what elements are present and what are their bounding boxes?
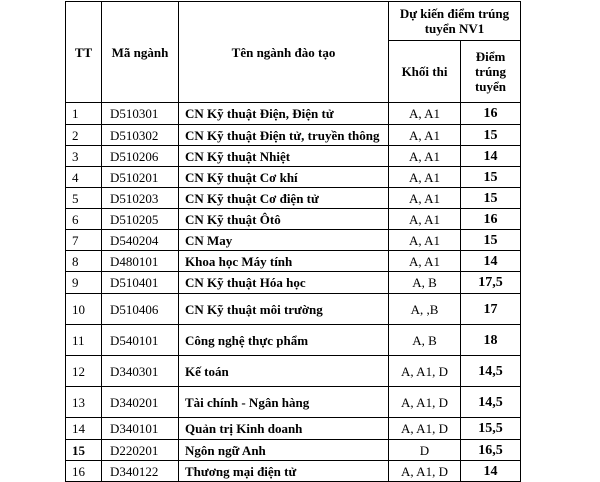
table-row <box>66 356 521 387</box>
row-tt: 11 <box>66 325 102 356</box>
row-diem: 14 <box>461 251 521 272</box>
row-tt: 15 <box>66 440 102 461</box>
table-row <box>66 325 521 356</box>
row-ma-nganh: D540204 <box>102 230 179 251</box>
row-ten-nganh: Thương mại điện tử <box>179 461 389 482</box>
row-ma-nganh: D340101 <box>102 418 179 440</box>
row-tt: 2 <box>66 125 102 146</box>
table-row <box>66 146 521 167</box>
table-row <box>66 461 521 482</box>
row-ma-nganh: D340201 <box>102 387 179 418</box>
row-diem: 18 <box>461 325 521 356</box>
row-tt: 4 <box>66 167 102 188</box>
row-ma-nganh: D220201 <box>102 440 179 461</box>
table-row <box>66 209 521 230</box>
row-khoi-thi: A, A1 <box>389 251 461 272</box>
row-diem: 14 <box>461 461 521 482</box>
row-khoi-thi: A, A1, D <box>389 418 461 440</box>
row-diem: 17 <box>461 294 521 325</box>
table-row <box>66 188 521 209</box>
row-ten-nganh: Kế toán <box>179 356 389 387</box>
table-row <box>66 440 521 461</box>
row-khoi-thi: A, B <box>389 325 461 356</box>
row-ma-nganh: D510302 <box>102 125 179 146</box>
table-row <box>66 272 521 294</box>
row-ten-nganh: CN Kỹ thuật môi trường <box>179 294 389 325</box>
row-tt: 3 <box>66 146 102 167</box>
row-diem: 15 <box>461 125 521 146</box>
row-khoi-thi: A, A1, D <box>389 387 461 418</box>
row-diem: 16,5 <box>461 440 521 461</box>
row-ten-nganh: CN May <box>179 230 389 251</box>
row-ma-nganh: D510205 <box>102 209 179 230</box>
row-ten-nganh: Ngôn ngữ Anh <box>179 440 389 461</box>
row-khoi-thi: A, A1, D <box>389 356 461 387</box>
row-ten-nganh: CN Kỹ thuật Điện tử, truyền thông <box>179 125 389 146</box>
row-ten-nganh: CN Kỹ thuật Nhiệt <box>179 146 389 167</box>
table-row <box>66 251 521 272</box>
row-ten-nganh: CN Kỹ thuật Cơ điện tử <box>179 188 389 209</box>
row-ma-nganh: D510401 <box>102 272 179 294</box>
row-khoi-thi: A, ,B <box>389 294 461 325</box>
row-tt: 9 <box>66 272 102 294</box>
row-khoi-thi: A, A1 <box>389 188 461 209</box>
header-group-du-kien: Dự kiến điểm trúng tuyển NV1 <box>389 2 521 41</box>
row-tt: 16 <box>66 461 102 482</box>
row-diem: 15 <box>461 230 521 251</box>
row-khoi-thi: A, A1 <box>389 230 461 251</box>
header-ten-nganh: Tên ngành đào tạo <box>179 2 389 103</box>
row-ten-nganh: Khoa học Máy tính <box>179 251 389 272</box>
row-ma-nganh: D510201 <box>102 167 179 188</box>
row-ma-nganh: D480101 <box>102 251 179 272</box>
row-khoi-thi: A, A1 <box>389 167 461 188</box>
row-diem: 17,5 <box>461 272 521 294</box>
row-diem: 15 <box>461 188 521 209</box>
table-row <box>66 230 521 251</box>
row-tt: 8 <box>66 251 102 272</box>
table-row <box>66 167 521 188</box>
row-ma-nganh: D340122 <box>102 461 179 482</box>
row-diem: 15,5 <box>461 418 521 440</box>
row-tt: 5 <box>66 188 102 209</box>
row-khoi-thi: A, A1, D <box>389 461 461 482</box>
table-row <box>66 387 521 418</box>
row-tt: 1 <box>66 103 102 125</box>
row-ma-nganh: D540101 <box>102 325 179 356</box>
row-tt: 7 <box>66 230 102 251</box>
row-khoi-thi: A, A1 <box>389 125 461 146</box>
row-tt: 6 <box>66 209 102 230</box>
table-row <box>66 418 521 440</box>
row-khoi-thi: A, A1 <box>389 103 461 125</box>
admission-score-table <box>65 1 521 482</box>
row-ma-nganh: D510203 <box>102 188 179 209</box>
table-row <box>66 294 521 325</box>
row-ma-nganh: D510301 <box>102 103 179 125</box>
header-diem: Điểm trúng tuyển <box>461 41 521 103</box>
row-khoi-thi: A, A1 <box>389 209 461 230</box>
table-row <box>66 103 521 125</box>
row-diem: 14,5 <box>461 356 521 387</box>
table-row <box>66 125 521 146</box>
row-diem: 16 <box>461 209 521 230</box>
row-diem: 15 <box>461 167 521 188</box>
row-ten-nganh: CN Kỹ thuật Hóa học <box>179 272 389 294</box>
row-diem: 16 <box>461 103 521 125</box>
row-ten-nganh: Công nghệ thực phẩm <box>179 325 389 356</box>
row-ten-nganh: CN Kỹ thuật Ôtô <box>179 209 389 230</box>
row-ma-nganh: D510406 <box>102 294 179 325</box>
row-ma-nganh: D340301 <box>102 356 179 387</box>
row-ten-nganh: CN Kỹ thuật Cơ khí <box>179 167 389 188</box>
row-diem: 14 <box>461 146 521 167</box>
row-ten-nganh: Quản trị Kinh doanh <box>179 418 389 440</box>
row-ten-nganh: CN Kỹ thuật Điện, Điện tử <box>179 103 389 125</box>
row-tt: 13 <box>66 387 102 418</box>
row-ma-nganh: D510206 <box>102 146 179 167</box>
row-ten-nganh: Tài chính - Ngân hàng <box>179 387 389 418</box>
row-tt: 10 <box>66 294 102 325</box>
row-diem: 14,5 <box>461 387 521 418</box>
row-khoi-thi: A, A1 <box>389 146 461 167</box>
row-khoi-thi: D <box>389 440 461 461</box>
header-ma-nganh: Mã ngành <box>102 2 179 103</box>
header-khoi-thi: Khối thi <box>389 41 461 103</box>
row-tt: 14 <box>66 418 102 440</box>
row-tt: 12 <box>66 356 102 387</box>
header-tt: TT <box>66 2 102 103</box>
row-khoi-thi: A, B <box>389 272 461 294</box>
